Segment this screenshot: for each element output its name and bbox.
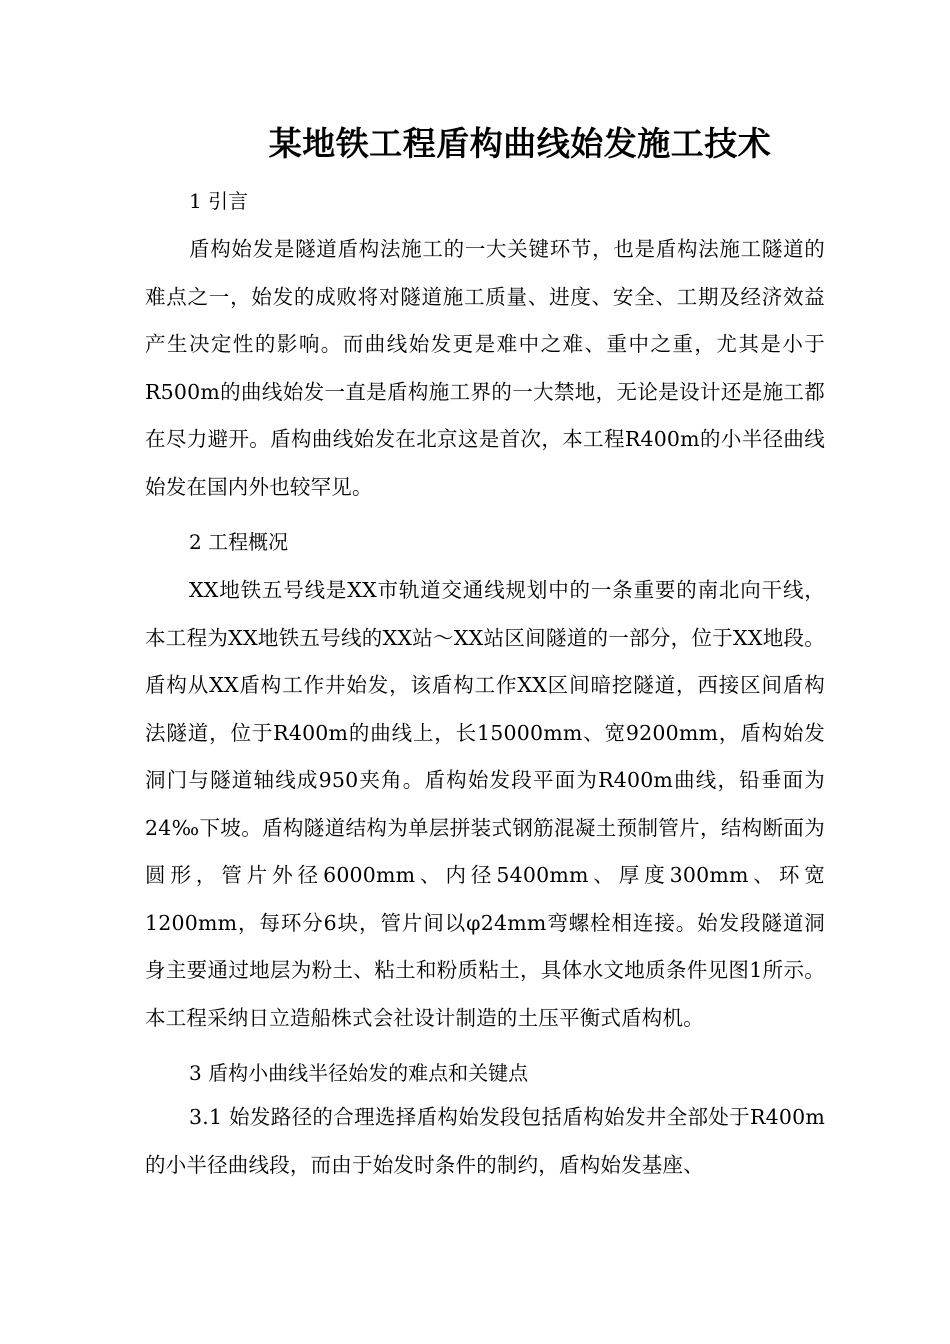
section-heading-intro: 1 引言	[189, 189, 249, 213]
document-title: 某地铁工程盾构曲线始发施工技术	[268, 124, 772, 163]
paragraph-difficulties: 3.1 始发路径的合理选择盾构始发段包括盾构始发井全部处于R400m的小半径曲线段，而由于始发时条件的制约，盾构始发基座、	[145, 1105, 825, 1177]
document-page	[145, 100, 825, 1189]
paragraph-overview: XX地铁五号线是XX市轨道交通线规划中的一条重要的南北向干线，本工程为XX地铁五号线的XX站～XX站区间隧道的一部分，位于XX地段。盾构从XX盾构工作井始发，该盾构工作XX区间暗挖隧道，西接区间盾构法隧道，位于R400m的曲线上，长15000mm、宽9200mm，盾构始发洞门与隧道轴线成950夹角。盾构始发段平面为R400m曲线，铅垂面为24‰下坡。盾构隧道结构为单层拼装式钢筋混凝土预制管片，结构断面为圆形，管片外径6000mm、内径5400mm、厚度300mm、环宽1200mm，每环分6块，管片间以φ24mm弯螺栓相连接。始发段隧道洞身主要通过地层为粉土、粘土和粉质粘土，具体水文地质条件见图1所示。本工程采纳日立造船株式会社设计制造的土压平衡式盾构机。	[145, 578, 825, 1030]
section-heading-difficulties: 3 盾构小曲线半径始发的难点和关键点	[189, 1061, 529, 1085]
paragraph-intro: 盾构始发是隧道盾构法施工的一大关键环节，也是盾构法施工隧道的难点之一，始发的成败将对隧道施工质量、进度、安全、工期及经济效益产生决定性的影响。而曲线始发更是难中之难、重中之重，尤其是小于R500m的曲线始发一直是盾构施工界的一大禁地，无论是设计还是施工都在尽力避开。盾构曲线始发在北京这是首次，本工程R400m的小半径曲线始发在国内外也较罕见。	[145, 237, 825, 499]
section-heading-overview: 2 工程概况	[189, 530, 289, 554]
